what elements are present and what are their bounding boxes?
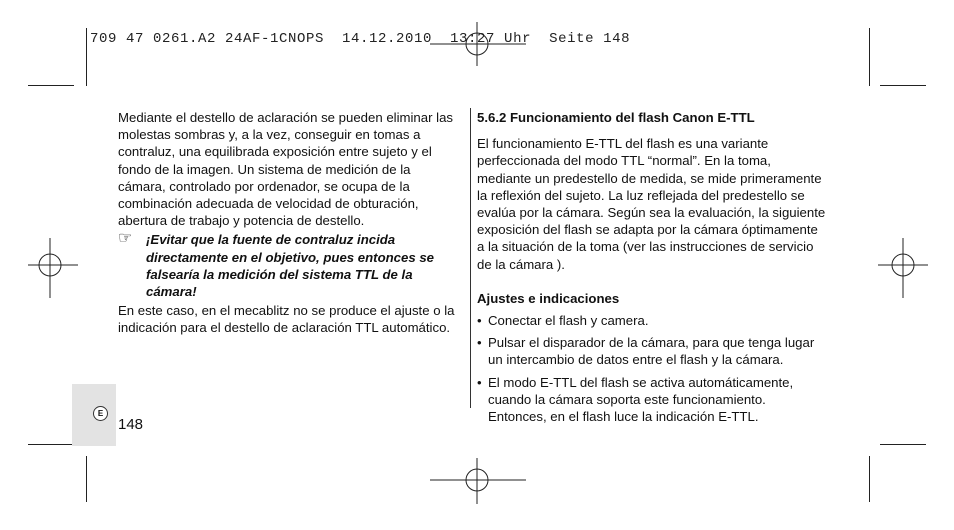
crop-mark — [28, 85, 74, 86]
outro-paragraph: En este caso, en el mecablitz no se produce el ajuste o la indicación para el destello de aclaración TTL automático. — [118, 303, 455, 336]
right-column — [477, 109, 827, 430]
crop-mark — [28, 444, 74, 445]
warning-note-text: ¡Evitar que la fuente de contraluz incida directamente en el objetivo, pues entonces se falsearía la medición del sistema TTL de la cámara! — [146, 232, 435, 300]
list-item-text: El modo E-TTL del flash se activa automáticamente, cuando la cámara soporta este funcionamiento. Entonces, en el flash luce la indicación E-TTL. — [488, 374, 794, 425]
registration-mark-left — [28, 238, 78, 298]
list-item-text: Conectar el flash y camera. — [488, 313, 649, 329]
warning-note — [118, 231, 460, 300]
section-body: El funcionamiento E-TTL del flash es una variante perfeccionada del modo TTL “normal”. En la toma, mediante un predestello de medida, se mide primeramente la reflexión del sujeto. La luz reflejada del predestello se evalúa por la cámara. Según sea la evaluación, la siguiente exposición del flash se adapta por la cámara óptimamente a la situación de la toma (ver las instrucciones de servicio de la cámara ). — [477, 136, 826, 272]
crop-mark — [880, 85, 926, 86]
registration-mark-right — [878, 238, 928, 298]
intro-paragraph: Mediante el destello de aclaración se pueden eliminar las molestas sombras y, a la vez, conseguir en tomas a contraluz, una equilibrada exposición entre sujeto y el fondo de la imagen. Un sistema de medición de la cámara, controlado por ordenador, se ocupa de la combinación adecuada de velocidad de obturación, abertura de trabajo y potencia de destello. — [118, 110, 454, 229]
crop-mark — [880, 444, 926, 445]
crop-mark — [869, 28, 870, 86]
registration-mark-bottom — [430, 458, 526, 504]
page-number: 148 — [118, 416, 144, 433]
section-heading: 5.6.2 Funcionamiento del flash Canon E-TTL — [477, 110, 755, 125]
crop-mark — [86, 456, 87, 502]
list-item-text: Pulsar el disparador de la cámara, para que tenga lugar un intercambio de datos entre el flash y la cámara. — [488, 335, 815, 368]
pointing-hand-icon: ☞ — [118, 230, 133, 248]
list-item — [477, 334, 827, 368]
list-item — [477, 312, 827, 329]
list-item — [477, 374, 827, 426]
column-divider — [470, 108, 471, 408]
subsection-heading: Ajustes e indicaciones — [477, 290, 620, 306]
crop-mark — [86, 28, 87, 86]
settings-list — [477, 312, 827, 425]
bullet-icon: • — [477, 335, 482, 351]
left-column — [118, 109, 460, 337]
crop-mark — [869, 456, 870, 502]
language-badge: E — [93, 406, 108, 421]
bullet-icon: • — [477, 313, 482, 329]
print-header: 709 47 0261.A2 24AF-1CNOPS 14.12.2010 13:27 Uhr Seite 148 — [90, 31, 631, 47]
bullet-icon: • — [477, 374, 482, 390]
